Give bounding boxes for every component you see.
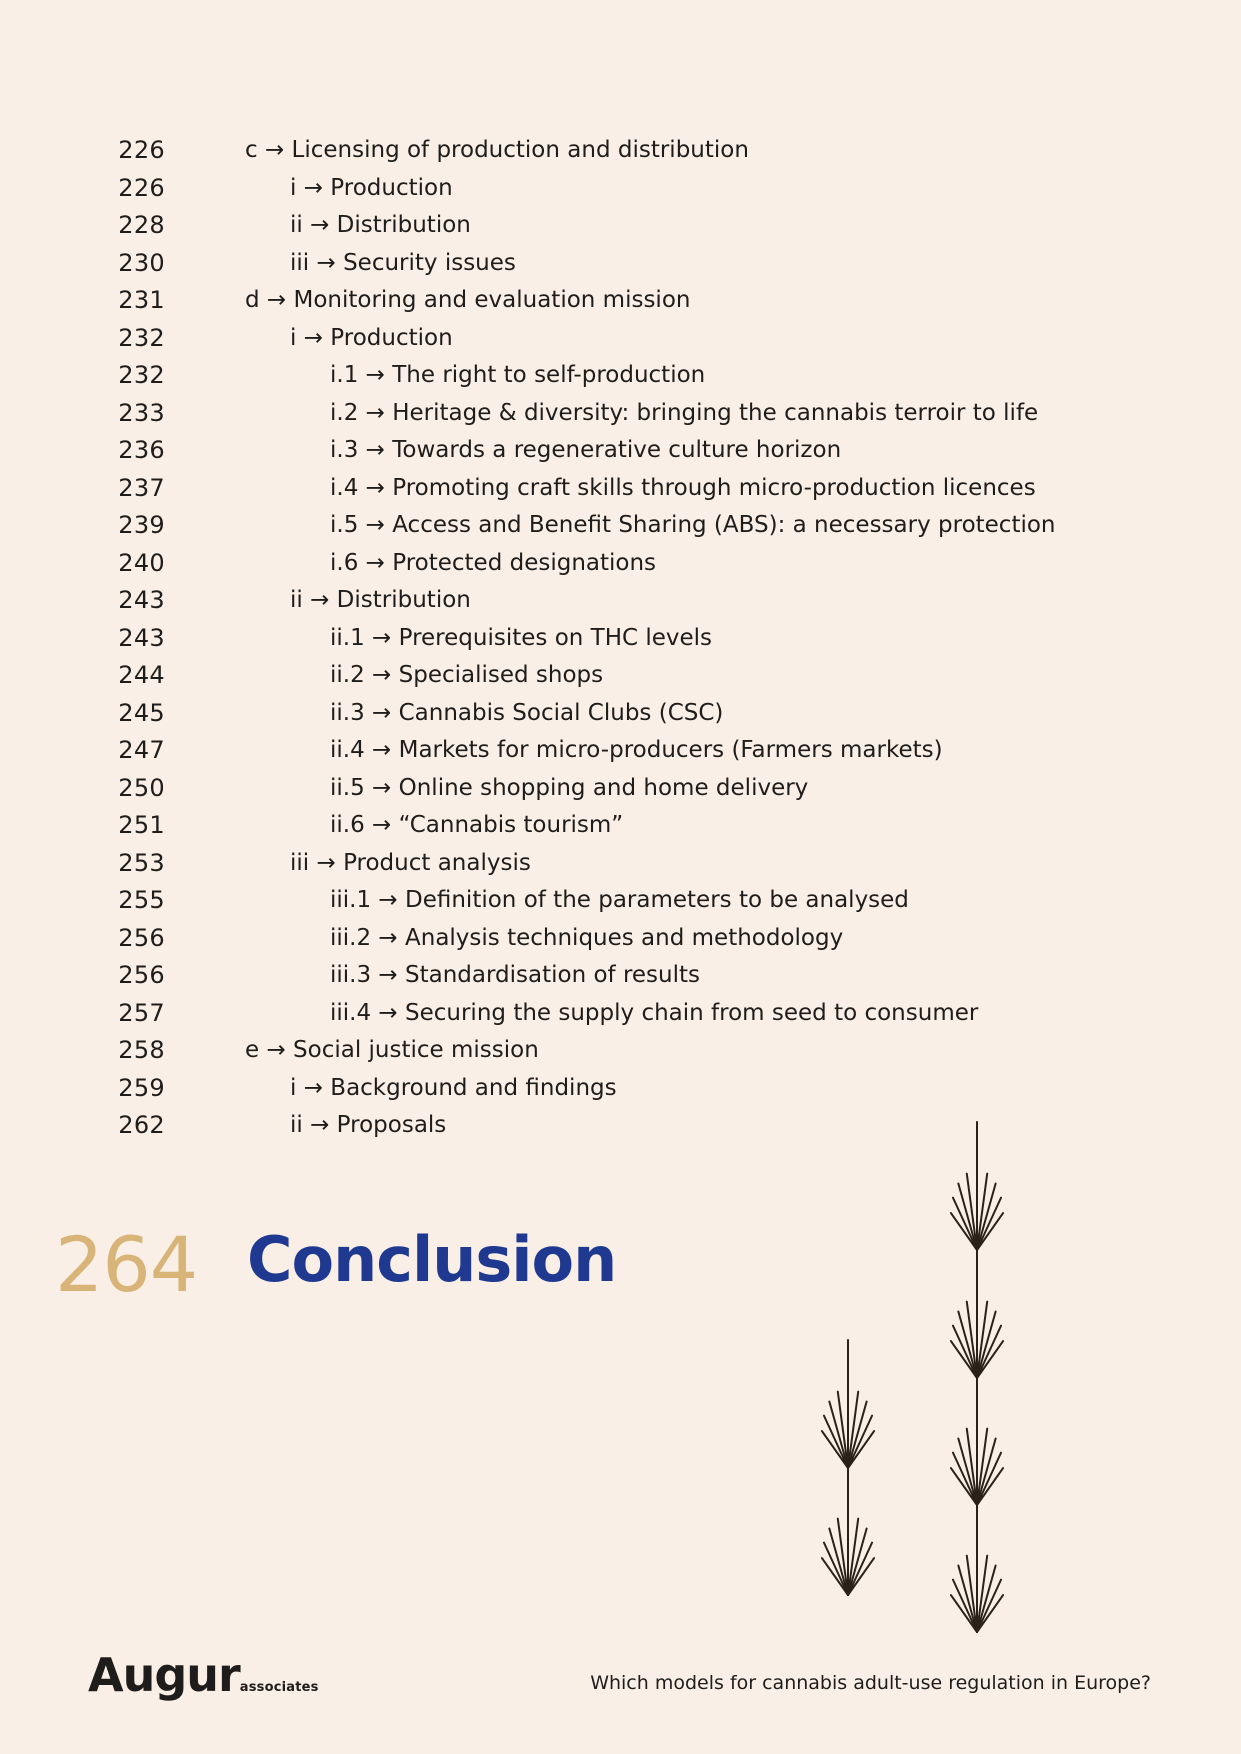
- conclusion-page-number: 264: [55, 1220, 198, 1309]
- toc-page-number: 245: [118, 698, 165, 727]
- toc-entry-label: i.3 → Towards a regenerative culture horizon: [330, 437, 842, 463]
- toc-page-number: 243: [118, 586, 165, 614]
- toc-entry[interactable]: [0, 696, 1241, 730]
- toc-page-number: 256: [118, 961, 165, 989]
- toc-entry-label: i.1 → The right to self-production: [330, 362, 706, 388]
- toc-entry[interactable]: [0, 471, 1241, 505]
- toc-entry-label: ii.3 → Cannabis Social Clubs (CSC): [330, 699, 724, 726]
- augur-logo: [88, 1648, 319, 1702]
- toc-page-number: 258: [118, 1036, 165, 1064]
- toc-entry[interactable]: [0, 1033, 1241, 1067]
- toc-entry-label: i → Production: [290, 174, 453, 201]
- toc-page-number: 233: [118, 398, 165, 427]
- toc-page-number: 228: [118, 211, 165, 239]
- toc-page-number: 226: [118, 173, 165, 202]
- toc-entry[interactable]: [0, 771, 1241, 805]
- toc-entry-label: iii.3 → Standardisation of results: [330, 962, 701, 988]
- toc-page-number: 244: [118, 661, 165, 689]
- toc-page-number: 236: [118, 436, 165, 464]
- toc-entry[interactable]: [0, 246, 1241, 280]
- toc-entry[interactable]: [0, 996, 1241, 1030]
- toc-entry[interactable]: [0, 883, 1241, 917]
- toc-entry[interactable]: [0, 321, 1241, 355]
- toc-page-number: 250: [118, 773, 165, 802]
- toc-entry[interactable]: [0, 733, 1241, 767]
- toc-entry[interactable]: [0, 921, 1241, 955]
- toc-entry[interactable]: [0, 283, 1241, 317]
- toc-page-number: 251: [118, 811, 165, 839]
- toc-page-number: 230: [118, 248, 165, 277]
- toc-page-number: 259: [118, 1073, 165, 1102]
- toc-entry[interactable]: [0, 1108, 1241, 1142]
- toc-entry-label: ii → Distribution: [290, 587, 471, 613]
- toc-entry-label: iii → Security issues: [290, 249, 516, 276]
- toc-page-number: 262: [118, 1111, 165, 1139]
- toc-entry-label: ii → Proposals: [290, 1112, 447, 1138]
- toc-entry[interactable]: [0, 658, 1241, 692]
- toc-page-number: 232: [118, 323, 165, 352]
- toc-entry-label: i.5 → Access and Benefit Sharing (ABS): a necessary protection: [330, 512, 1056, 538]
- toc-entry-label: ii.1 → Prerequisites on THC levels: [330, 624, 713, 651]
- footer-title: Which models for cannabis adult-use regulation in Europe?: [590, 1672, 1151, 1694]
- toc-entry-label: e → Social justice mission: [245, 1037, 539, 1063]
- toc-page-number: 239: [118, 511, 165, 539]
- toc-entry[interactable]: [0, 171, 1241, 205]
- toc-entry[interactable]: [0, 846, 1241, 880]
- toc-entry-label: iii.1 → Definition of the parameters to be analysed: [330, 887, 909, 913]
- toc-entry-label: ii.4 → Markets for micro-producers (Farmers markets): [330, 737, 943, 763]
- toc-page-number: 231: [118, 286, 165, 314]
- toc-entry-label: i → Background and findings: [290, 1074, 617, 1101]
- toc-entry[interactable]: [0, 133, 1241, 167]
- toc-entry-label: i → Production: [290, 324, 453, 351]
- toc-entry-label: c → Licensing of production and distribution: [245, 137, 749, 163]
- toc-entry-label: ii.2 → Specialised shops: [330, 662, 604, 688]
- toc-entry-label: ii.6 → “Cannabis tourism”: [330, 812, 624, 838]
- toc-entry-label: i.2 → Heritage & diversity: bringing the cannabis terroir to life: [330, 399, 1039, 426]
- toc-page-number: 253: [118, 848, 165, 877]
- toc-entry[interactable]: [0, 396, 1241, 430]
- toc-entry-label: iii.2 → Analysis techniques and methodology: [330, 924, 844, 951]
- toc-entry[interactable]: [0, 621, 1241, 655]
- toc-page-number: 237: [118, 473, 165, 502]
- toc-page-number: 243: [118, 623, 165, 652]
- toc-entry-label: iii → Product analysis: [290, 849, 531, 876]
- toc-entry-label: ii.5 → Online shopping and home delivery: [330, 774, 809, 801]
- toc-entry[interactable]: [0, 358, 1241, 392]
- toc-entry[interactable]: [0, 508, 1241, 542]
- toc-entry[interactable]: [0, 808, 1241, 842]
- cannabis-plant-illustration: [780, 1110, 1040, 1640]
- toc-page-number: 256: [118, 923, 165, 952]
- toc-entry[interactable]: [0, 208, 1241, 242]
- logo-subtitle: associates: [239, 1680, 319, 1695]
- toc-entry-label: i.4 → Promoting craft skills through micro-production licences: [330, 474, 1036, 501]
- toc-page-number: 247: [118, 736, 165, 764]
- toc-page-number: 226: [118, 136, 165, 164]
- toc-entry[interactable]: [0, 433, 1241, 467]
- conclusion-title[interactable]: Conclusion: [247, 1223, 617, 1296]
- toc-entry-label: iii.4 → Securing the supply chain from seed to consumer: [330, 999, 979, 1026]
- toc-entry-label: ii → Distribution: [290, 212, 471, 238]
- logo-wordmark: Augur: [88, 1648, 240, 1702]
- toc-entry[interactable]: [0, 583, 1241, 617]
- toc-page-number: 232: [118, 361, 165, 389]
- toc-entry-label: i.6 → Protected designations: [330, 549, 657, 576]
- toc-entry[interactable]: [0, 958, 1241, 992]
- toc-entry-label: d → Monitoring and evaluation mission: [245, 287, 691, 313]
- toc-page-number: 255: [118, 886, 165, 914]
- toc-entry[interactable]: [0, 546, 1241, 580]
- toc-entry[interactable]: [0, 1071, 1241, 1105]
- toc-page-number: 240: [118, 548, 165, 577]
- toc-page-number: 257: [118, 998, 165, 1027]
